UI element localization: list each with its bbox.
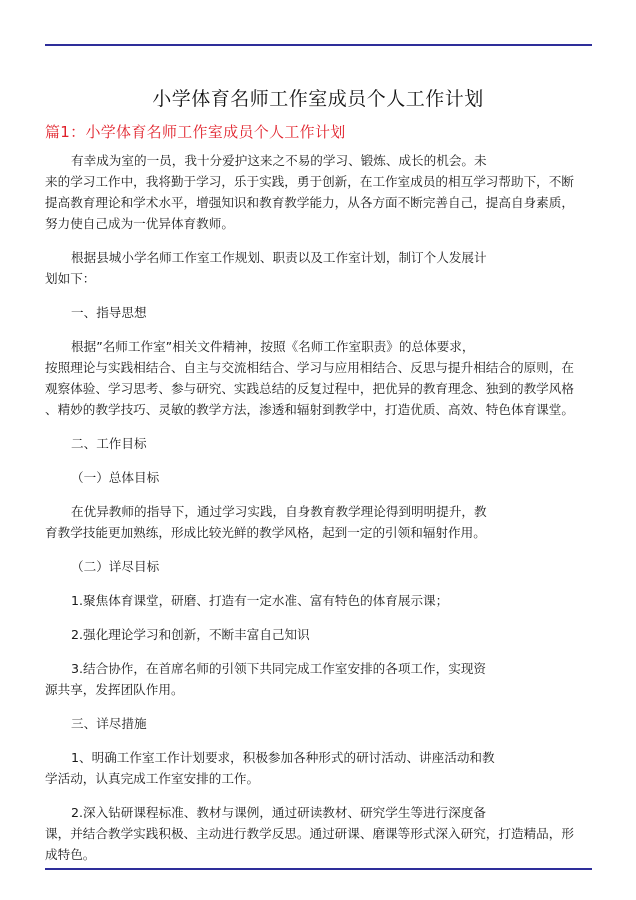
paragraph xyxy=(45,556,600,577)
paragraph xyxy=(45,433,600,454)
text-line: 有幸成为室的一员，我十分爱护这来之不易的学习、锻炼、成长的机会。未 xyxy=(71,153,487,168)
text-line: 努力使自己成为一优异体育教师。 xyxy=(45,216,234,231)
text-line: 学活动，认真完成工作室安排的工作。 xyxy=(45,771,260,786)
text-line: 2.深入钻研课程标准、教材与课例，通过研读教材、研究学生等进行深度备 xyxy=(71,805,487,820)
paragraph xyxy=(45,747,600,789)
paragraph xyxy=(45,658,600,700)
section-heading: 篇1：小学体育名师工作室成员个人工作计划 xyxy=(45,123,346,141)
text-line: 观察体验、学习思考、参与研究、实践总结的反复过程中，把优异的教育理念、独到的教学风格 xyxy=(45,381,574,396)
text-line: 1.聚焦体育课堂，研磨、打造有一定水准、富有特色的体育展示课； xyxy=(71,593,449,608)
top-rule xyxy=(45,44,592,46)
text-line: 三、详尽措施 xyxy=(71,716,147,731)
text-line: （一）总体目标 xyxy=(71,470,160,485)
paragraph xyxy=(45,501,600,543)
text-line: 划如下： xyxy=(45,271,96,286)
document-title: 小学体育名师工作室成员个人工作计划 xyxy=(152,88,484,110)
text-line: 二、工作目标 xyxy=(71,436,147,451)
bottom-rule xyxy=(45,868,592,870)
text-line: 育教学技能更加熟练，形成比较光鲜的教学风格，起到一定的引领和辐射作用。 xyxy=(45,525,486,540)
paragraph xyxy=(45,713,600,734)
text-line: 根据县城小学名师工作室工作规划、职责以及工作室计划，制订个人发展计 xyxy=(71,250,487,265)
text-line: 来的学习工作中，我将勤于学习，乐于实践，勇于创新，在工作室成员的相互学习帮助下，不断 xyxy=(45,174,574,189)
document-body xyxy=(45,150,600,878)
text-line: 成特色。 xyxy=(45,847,96,862)
text-line: 课，并结合教学实践积极、主动进行教学反思。通过研课、磨课等形式深入研究，打造精品，形 xyxy=(45,826,574,841)
text-line: 一、指导思想 xyxy=(71,305,147,320)
text-line: 3.结合协作，在首席名师的引领下共同完成工作室安排的各项工作，实现资 xyxy=(71,661,487,676)
paragraph xyxy=(45,467,600,488)
text-line: 提高教育理论和学术水平，增强知识和教育教学能力，从各方面不断完善自己，提高自身素质， xyxy=(45,195,574,210)
text-line: 1、明确工作室工作计划要求，积极参加各种形式的研讨活动、讲座活动和教 xyxy=(71,750,495,765)
text-line: 按照理论与实践相结合、自主与交流相结合、学习与应用相结合、反思与提升相结合的原则，在 xyxy=(45,360,574,375)
text-line: （二）详尽目标 xyxy=(71,559,160,574)
paragraph xyxy=(45,150,600,234)
paragraph xyxy=(45,802,600,865)
paragraph xyxy=(45,247,600,289)
text-line: 源共享，发挥团队作用。 xyxy=(45,682,184,697)
text-line: 在优异教师的指导下，通过学习实践，自身教育教学理论得到明明提升，教 xyxy=(71,504,487,519)
paragraph xyxy=(45,590,600,611)
text-line: 2.强化理论学习和创新，不断丰富自己知识 xyxy=(71,627,310,642)
paragraph xyxy=(45,336,600,420)
paragraph xyxy=(45,302,600,323)
paragraph xyxy=(45,624,600,645)
text-line: 根据”名师工作室”相关文件精神，按照《名师工作室职责》的总体要求， xyxy=(71,339,475,354)
text-line: 、精妙的教学技巧、灵敏的教学方法，渗透和辐射到教学中，打造优质、高效、特色体育课堂。 xyxy=(45,402,574,417)
